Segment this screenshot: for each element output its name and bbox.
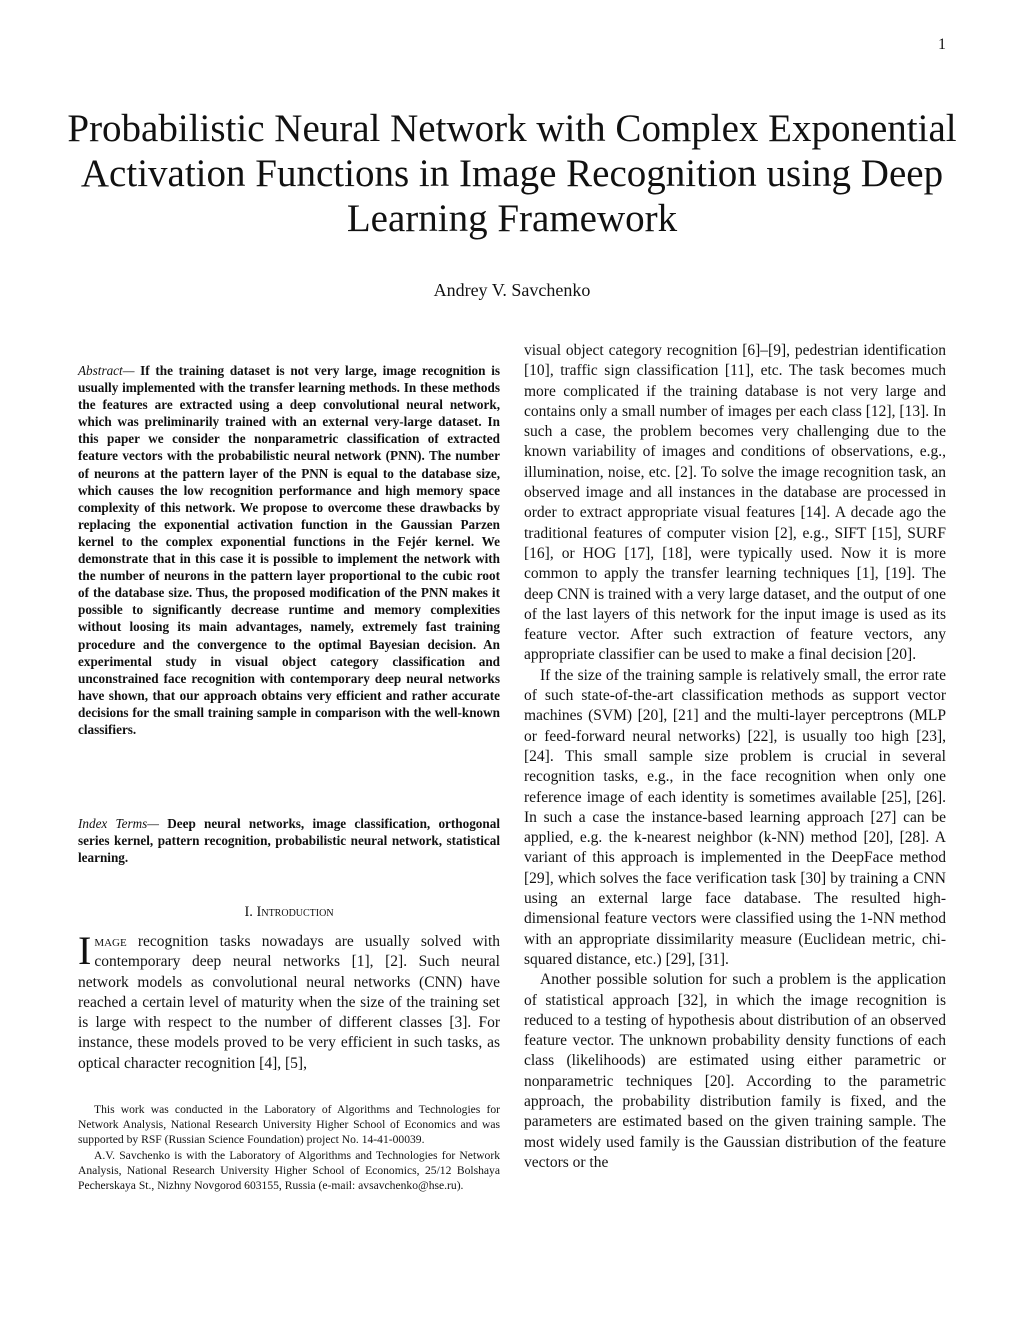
- paragraph: Another possible solution for such a problem is the application of statistical approach [32], in which the image recognition is reduced to a testing of hypothesis about distribution of an observed feature vector. The unknown probability density functions of each class (likelihoods) are estimated using either parametric or nonparametric techniques [20]. According to the parametric approach, the probability distribution family is fixed, and the parameters are estimated based on the given training sample. The most widely used family is the Gaussian distribution of the feature vectors or the: [524, 971, 946, 1171]
- footnote-funding: This work was conducted in the Laboratory of Algorithms and Technologies for Network Analysis, National Research University Higher School of Economics and was supported by RSF (Russian Science Foundation) project No. 14-41-00039.: [78, 1103, 500, 1147]
- intro-text: recognition tasks nowadays are usually solved with contemporary deep neural networks [1], [2]. Such neural network models as convolutional neural networks (CNN) have reached a certain level of maturity when the size of the training set is large with respect to the number of different classes [3]. For instance, these models proved to be very efficient in such tasks, as optical character recognition [4], [5],: [78, 933, 500, 1072]
- footnote-affiliation: A.V. Savchenko is with the Laboratory of Algorithms and Technologies for Network Analysis, National Research University Higher School of Economics, 25/12 Bolshaya Pecherskaya St., Nizhny Novgorod 603155, Russia (e-mail: avsavchenko@hse.ru).: [78, 1148, 500, 1193]
- index-terms-text: Deep neural networks, image classification, orthogonal series kernel, pattern recognition, probabilistic neural network, statistical learning.: [78, 816, 500, 866]
- drop-cap: I: [78, 928, 92, 973]
- index-terms-label: Index Terms—: [78, 816, 160, 831]
- author-name: Andrey V. Savchenko: [433, 280, 591, 300]
- paper-title: Probabilistic Neural Network with Complex Exponential Activation Functions in Image Recognition using Deep Learning Framework: [67, 107, 957, 240]
- abstract-label: Abstract—: [78, 363, 135, 378]
- section-heading-introduction: I. Introduction: [244, 904, 334, 920]
- paragraph: If the size of the training sample is relatively small, the error rate of such state-of-the-art classification methods as support vector machines (SVM) [20], [21] and the multi-layer perceptrons (MLP or feed-forward neural networks) [22], is usually too high [23], [24]. This small sample size problem is crucial in several recognition tasks, e.g., in the face recognition when only one reference image of each identity is sometimes available [25], [26]. In such a case the instance-based learning approach [27] can be applied, e.g. the k-nearest neighbor (k-NN) method [20], [28]. A variant of this approach is implemented in the DeepFace method [29], which solves the face verification task [30] by training a CNN using an external large face database. The resulted high-dimensional feature vectors were classified using the 1-NN method with an appropriate dissimilarity measure (Euclidean metric, chi-squared distance, etc.) [29], [31].: [524, 666, 946, 968]
- right-column: [524, 341, 946, 1173]
- abstract: [78, 362, 500, 738]
- index-terms: [78, 815, 500, 866]
- introduction-paragraph: [78, 928, 500, 1074]
- intro-first-words: mage: [94, 933, 127, 950]
- footnotes: [78, 1102, 500, 1193]
- abstract-text: If the training dataset is not very large, image recognition is usually implemented with the transfer learning methods. In these methods the features are extracted using a deep convolutional neural network, which was preliminarily trained with an external very-large dataset. In this paper we consider the nonparametric classification of extracted feature vectors with the probabilistic neural network (PNN). The number of neurons at the pattern layer of the PNN is equal to the database size, which causes the low recognition performance and high memory space complexity of this network. We propose to overcome these drawbacks by replacing the exponential activation function in the Gaussian Parzen kernel to the complex exponential functions in the Fejér kernel. We demonstrate that in this case it is possible to implement the network with the number of neurons in the pattern layer proportional to the cubic root of the database size. Thus, the proposed modification of the PNN makes it possible to significantly decrease runtime and memory complexities without loosing its main advantages, namely, extremely fast training procedure and the convergence to the optimal Bayesian decision. An experimental study in visual object category classification and unconstrained face recognition with contemporary deep neural networks have shown, that our approach obtains very efficient and rather accurate decisions for the small training sample in comparison with the well-known classifiers.: [78, 363, 500, 737]
- paragraph: visual object category recognition [6]–[9], pedestrian identification [10], traffic sign classification [11], etc. The task becomes much more complicated if the training database is not very large and contains only a small number of images per each class [12], [13]. In such a case, the problem becomes very challenging due to the known variability of images and conditions of observations, e.g., illumination, noise, etc. [2]. To solve the image recognition task, an observed image and all instances in the database are processed in order to extract appropriate visual features [14]. A decade ago the traditional features of computer vision [2], e.g., SIFT [15], SURF [16], or HOG [17], [18], were typically used. Now it is more common to apply the transfer learning techniques [1], [19]. The deep CNN is trained with a very large dataset, and the output of one of the last layers of this network for the input image is used as its feature vector. After such extraction of feature vectors, any appropriate classifier can be used to make a final decision [20].: [524, 342, 946, 664]
- page-number: 1: [938, 36, 946, 53]
